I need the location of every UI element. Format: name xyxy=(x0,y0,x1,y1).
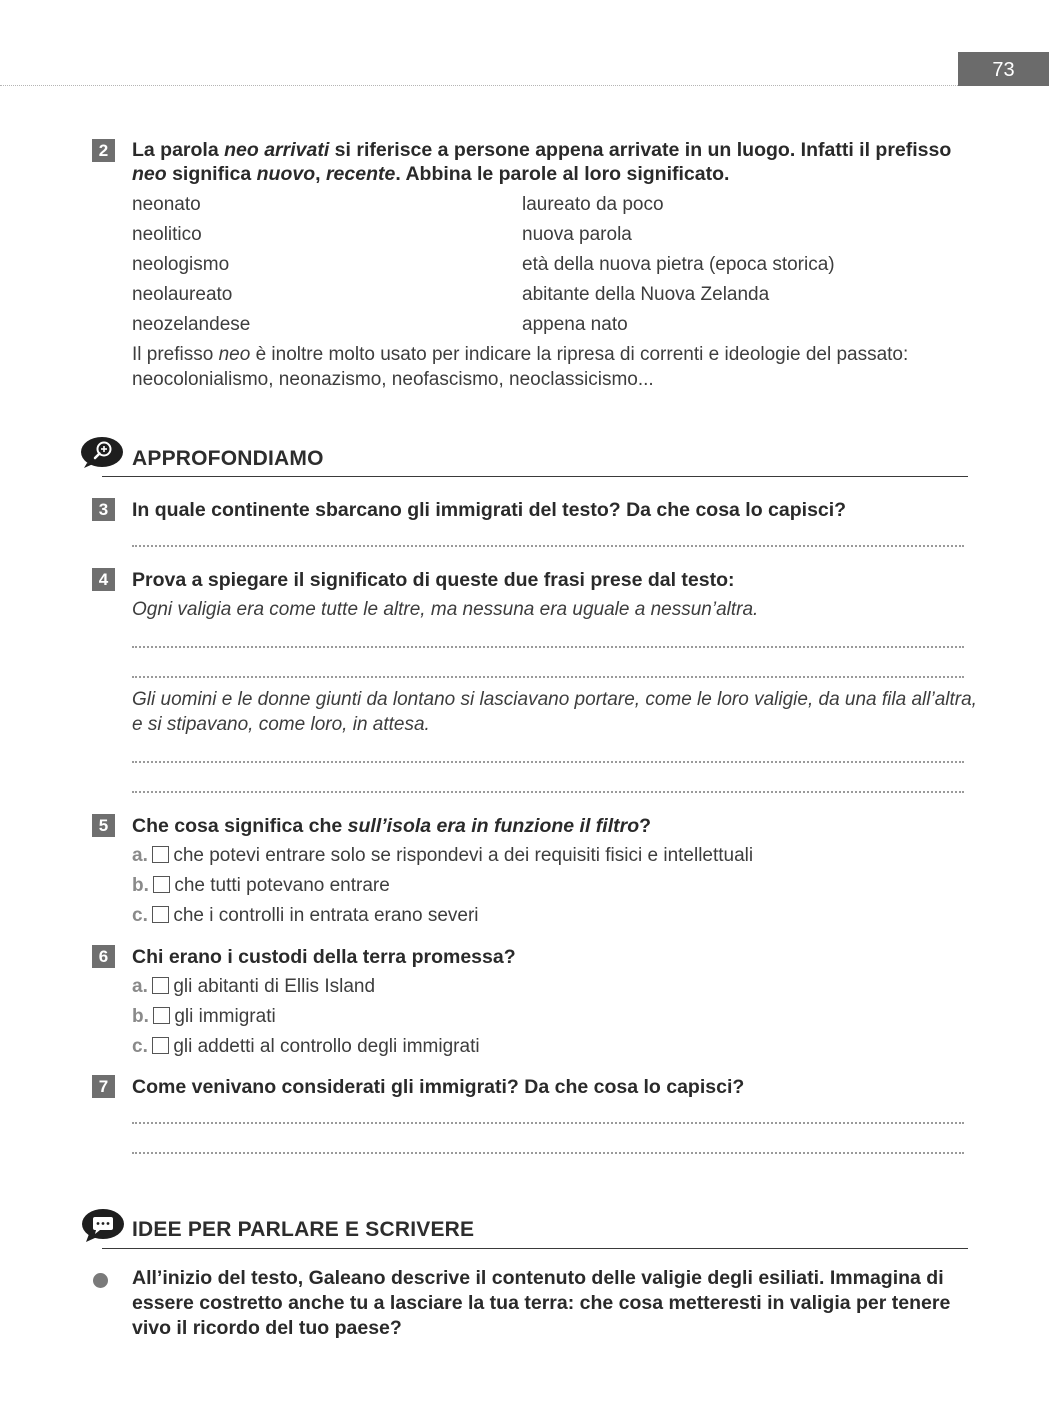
section-rule xyxy=(102,476,968,477)
option-text: gli abitanti di Ellis Island xyxy=(173,976,376,997)
answer-line[interactable] xyxy=(132,761,964,763)
checkbox[interactable] xyxy=(153,876,170,893)
answer-line[interactable] xyxy=(132,1152,964,1154)
exercise-7-question: Come venivano considerati gli immigrati? Da che cosa lo capisci? xyxy=(132,1076,745,1098)
option-letter: a. xyxy=(132,845,148,866)
option-c xyxy=(132,905,479,927)
answer-line[interactable] xyxy=(132,545,964,547)
section-title: IDEE PER PARLARE E SCRIVERE xyxy=(132,1218,475,1241)
prompt-line2: essere costretto anche tu a lasciare la tua terra: che cosa metteresti in valigia per tenere xyxy=(132,1292,951,1314)
quote-2-line1: Gli uomini e le donne giunti da lontano si lasciavano portare, come le loro valigie, da una fila all’altra, xyxy=(132,689,977,710)
exercise-2-question-line2: neo significa nuovo, recente. Abbina le parole al loro significato. xyxy=(132,163,730,185)
exercise-3-question: In quale continente sbarcano gli immigrati del testo? Da che cosa lo capisci? xyxy=(132,499,847,521)
answer-line[interactable] xyxy=(132,1122,964,1124)
option-text: gli addetti al controllo degli immigrati xyxy=(173,1036,480,1057)
answer-line[interactable] xyxy=(132,791,964,793)
meaning-item: appena nato xyxy=(522,314,628,335)
quote-2-line2: e si stipavano, come loro, in attesa. xyxy=(132,714,430,735)
checkbox[interactable] xyxy=(152,1037,169,1054)
meaning-item: età della nuova pietra (epoca storica) xyxy=(522,254,835,275)
speech-bubble-icon xyxy=(81,1208,125,1247)
meaning-item: abitante della Nuova Zelanda xyxy=(522,284,770,305)
option-text: che potevi entrare solo se rispondevi a dei requisiti fisici e intellettuali xyxy=(173,845,754,866)
exercise-number: 5 xyxy=(92,814,115,837)
option-b xyxy=(132,875,390,897)
word-item: neologismo xyxy=(132,254,230,275)
exercise-number: 2 xyxy=(92,139,115,162)
exercise-6-question: Chi erano i custodi della terra promessa? xyxy=(132,946,516,968)
section-rule xyxy=(102,1248,968,1249)
checkbox[interactable] xyxy=(152,906,169,923)
option-letter: c. xyxy=(132,1036,148,1057)
option-letter: b. xyxy=(132,1006,149,1027)
option-text: che i controlli in entrata erano severi xyxy=(173,905,479,926)
option-letter: c. xyxy=(132,905,148,926)
word-item: neozelandese xyxy=(132,314,251,335)
word-item: neonato xyxy=(132,194,201,215)
option-text: gli immigrati xyxy=(174,1006,276,1027)
exercise-5-question: Che cosa significa che sull’isola era in funzione il filtro? xyxy=(132,815,652,837)
meaning-item: laureato da poco xyxy=(522,194,664,215)
checkbox[interactable] xyxy=(152,846,169,863)
header-rule xyxy=(0,85,958,86)
quote-1: Ogni valigia era come tutte le altre, ma nessuna era uguale a nessun’altra. xyxy=(132,599,759,620)
exercise-number: 4 xyxy=(92,568,115,591)
exercise-number: 7 xyxy=(92,1075,115,1098)
exercise-number: 3 xyxy=(92,498,115,521)
option-letter: a. xyxy=(132,976,148,997)
option-a xyxy=(132,976,375,998)
exercise-4-question: Prova a spiegare il significato di queste due frasi prese dal testo: xyxy=(132,569,735,591)
bullet-icon xyxy=(93,1273,108,1288)
magnifier-icon xyxy=(81,436,125,473)
prefix-note-line1: Il prefisso neo è inoltre molto usato per indicare la ripresa di correnti e ideologie del passato: xyxy=(132,344,909,365)
option-letter: b. xyxy=(132,875,149,896)
page-number: 73 xyxy=(958,52,1049,86)
prefix-note-line2: neocolonialismo, neonazismo, neofascismo, neoclassicismo... xyxy=(132,369,654,390)
option-a xyxy=(132,845,753,867)
prompt-line3: vivo il ricordo del tuo paese? xyxy=(132,1317,402,1339)
section-title: APPROFONDIAMO xyxy=(132,447,324,470)
option-text: che tutti potevano entrare xyxy=(174,875,390,896)
option-c xyxy=(132,1036,480,1058)
word-item: neolitico xyxy=(132,224,202,245)
meaning-item: nuova parola xyxy=(522,224,632,245)
exercise-2-question-line1: La parola neo arrivati si riferisce a persone appena arrivate in un luogo. Infatti il prefisso xyxy=(132,139,952,161)
option-b xyxy=(132,1006,276,1028)
prompt-line1: All’inizio del testo, Galeano descrive il contenuto delle valigie degli esiliati. Immagina di xyxy=(132,1267,944,1289)
checkbox[interactable] xyxy=(152,977,169,994)
word-item: neolaureato xyxy=(132,284,233,305)
answer-line[interactable] xyxy=(132,676,964,678)
exercise-number: 6 xyxy=(92,945,115,968)
checkbox[interactable] xyxy=(153,1007,170,1024)
answer-line[interactable] xyxy=(132,646,964,648)
